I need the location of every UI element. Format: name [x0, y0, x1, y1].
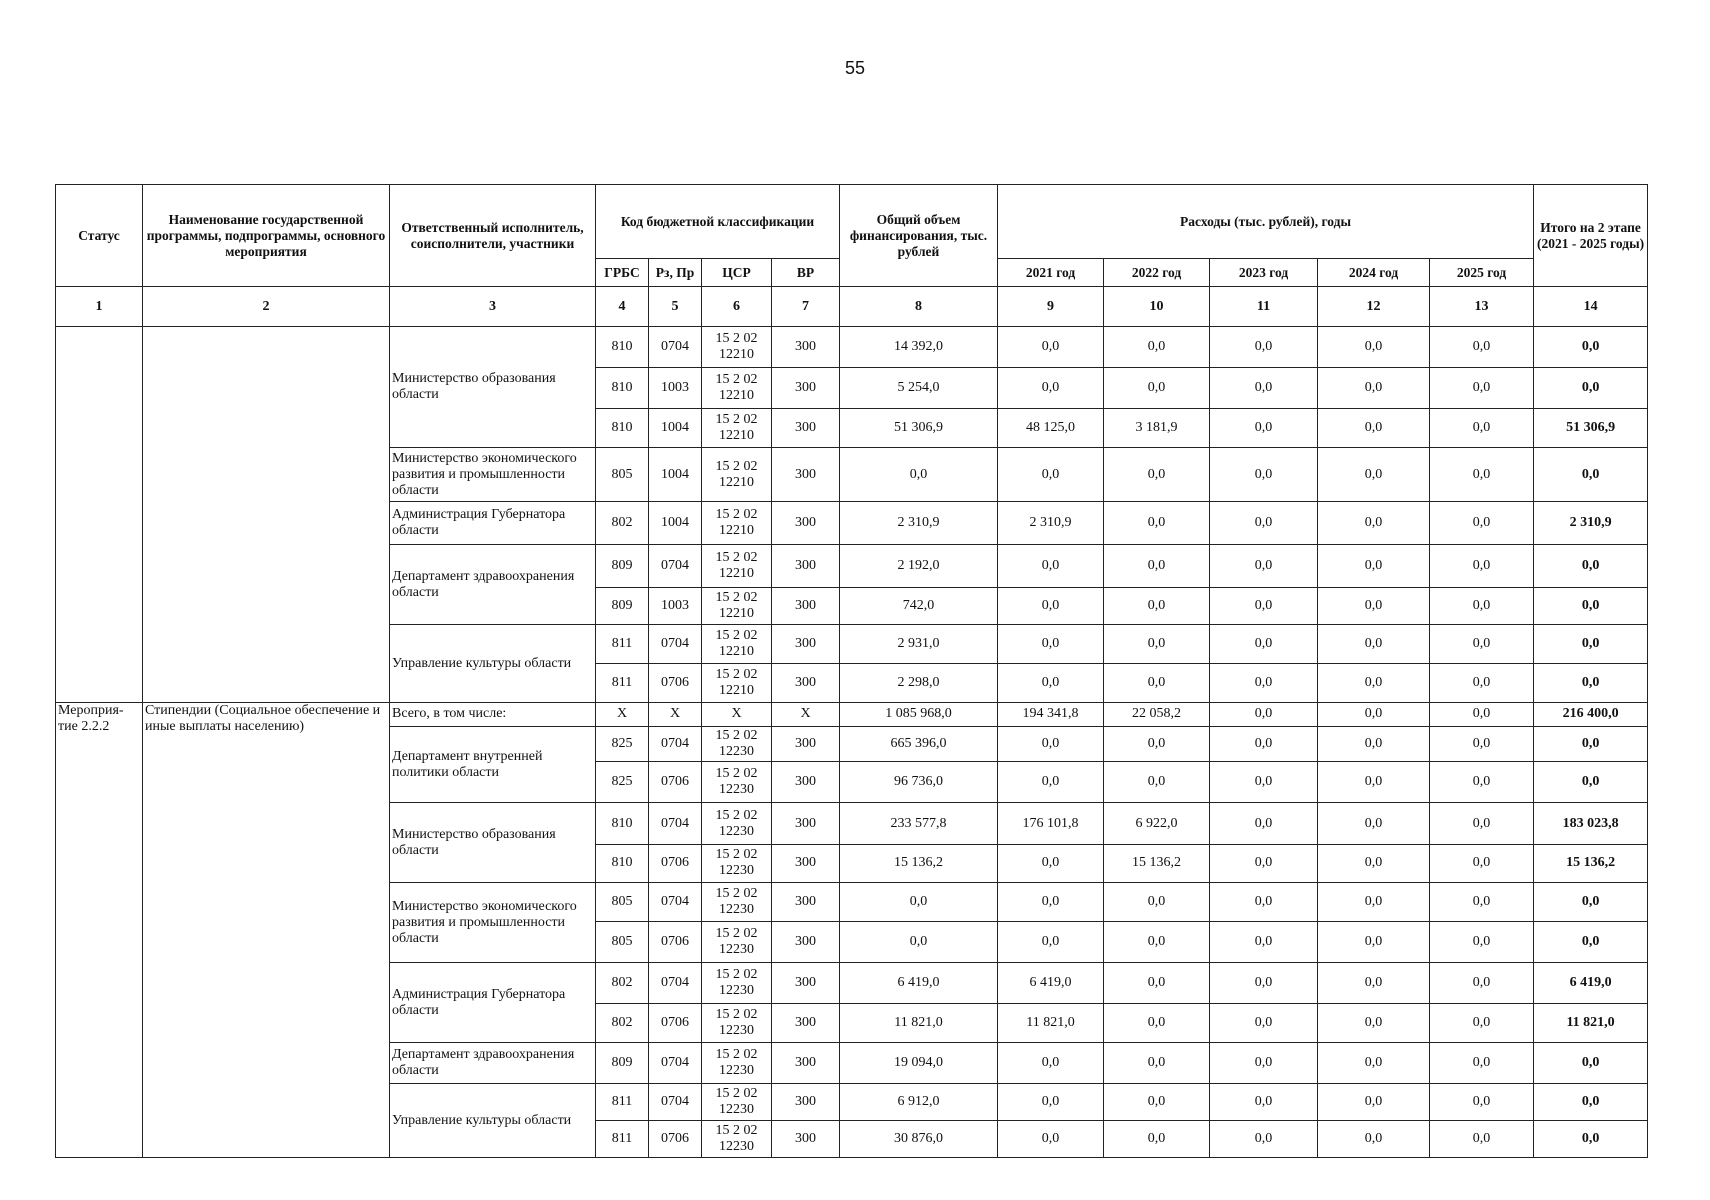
- year-2024-cell: 0,0: [1318, 545, 1430, 588]
- executor-cell: Администрация Губернатора области: [390, 502, 596, 545]
- vr-cell: 300: [772, 368, 840, 409]
- vr-cell: 300: [772, 762, 840, 803]
- year-2024-cell: 0,0: [1318, 883, 1430, 922]
- csr-cell: 15 2 02 12230: [702, 1084, 772, 1121]
- year-2022-cell: 0,0: [1104, 327, 1210, 368]
- rzpr-cell: 1003: [649, 588, 702, 625]
- executor-cell: Министерство экономического развития и промышленности области: [390, 883, 596, 963]
- header-expenses: Расходы (тыс. рублей), годы: [998, 185, 1534, 259]
- stage-total-cell: 6 419,0: [1534, 963, 1648, 1004]
- csr-cell: 15 2 02 12230: [702, 963, 772, 1004]
- year-2023-cell: 0,0: [1210, 448, 1318, 502]
- grbs-cell: 810: [596, 368, 649, 409]
- total-cell: 6 419,0: [840, 963, 998, 1004]
- rzpr-cell: 0704: [649, 883, 702, 922]
- year-2022-cell: 0,0: [1104, 1043, 1210, 1084]
- rzpr-cell: 1004: [649, 502, 702, 545]
- vr-cell: 300: [772, 1043, 840, 1084]
- grbs-cell: 811: [596, 664, 649, 703]
- grbs-cell: 809: [596, 1043, 649, 1084]
- table-row: [56, 327, 1648, 368]
- year-2022-cell: 0,0: [1104, 963, 1210, 1004]
- column-number: 12: [1318, 287, 1430, 327]
- column-number: 5: [649, 287, 702, 327]
- year-2023-cell: 0,0: [1210, 726, 1318, 762]
- header-name: Наименование государственной программы, подпрограммы, основного мероприятия: [143, 185, 390, 287]
- total-cell: 0,0: [840, 883, 998, 922]
- grbs-cell: 810: [596, 803, 649, 844]
- year-2021-cell: 0,0: [998, 448, 1104, 502]
- executor-cell: Администрация Губернатора области: [390, 963, 596, 1043]
- status-cell: [56, 327, 143, 703]
- header-status: Статус: [56, 185, 143, 287]
- rzpr-cell: 0704: [649, 1043, 702, 1084]
- year-2022-cell: 0,0: [1104, 664, 1210, 703]
- year-2021-cell: 0,0: [998, 327, 1104, 368]
- year-2025-cell: 0,0: [1430, 1004, 1534, 1043]
- year-2021-cell: 0,0: [998, 883, 1104, 922]
- year-2024-cell: 0,0: [1318, 1004, 1430, 1043]
- grbs-cell: 811: [596, 1121, 649, 1158]
- csr-cell: 15 2 02 12230: [702, 762, 772, 803]
- csr-cell: 15 2 02 12210: [702, 664, 772, 703]
- year-2025-cell: 0,0: [1430, 922, 1534, 963]
- total-cell: 14 392,0: [840, 327, 998, 368]
- csr-cell: 15 2 02 12230: [702, 1121, 772, 1158]
- vr-cell: 300: [772, 803, 840, 844]
- year-2023-cell: 0,0: [1210, 1004, 1318, 1043]
- total-cell: 6 912,0: [840, 1084, 998, 1121]
- year-2023-cell: 0,0: [1210, 963, 1318, 1004]
- rzpr-cell: 0706: [649, 844, 702, 883]
- rzpr-cell: 0704: [649, 1084, 702, 1121]
- stage-total-cell: 0,0: [1534, 368, 1648, 409]
- table-body: [56, 327, 1648, 1158]
- year-2025-cell: 0,0: [1430, 664, 1534, 703]
- stage-total-cell: 0,0: [1534, 1043, 1648, 1084]
- year-2021-cell: 11 821,0: [998, 1004, 1104, 1043]
- csr-cell: 15 2 02 12210: [702, 409, 772, 448]
- grbs-cell: 810: [596, 409, 649, 448]
- year-2022-cell: 0,0: [1104, 502, 1210, 545]
- rzpr-cell: 1004: [649, 448, 702, 502]
- grbs-cell: 802: [596, 502, 649, 545]
- csr-cell: 15 2 02 12230: [702, 803, 772, 844]
- year-2021-cell: 6 419,0: [998, 963, 1104, 1004]
- stage-total-cell: 0,0: [1534, 1084, 1648, 1121]
- grbs-cell: 805: [596, 448, 649, 502]
- year-2021-cell: 0,0: [998, 625, 1104, 664]
- rzpr-cell: 0704: [649, 963, 702, 1004]
- grbs-cell: X: [596, 702, 649, 726]
- vr-cell: 300: [772, 963, 840, 1004]
- year-2021-cell: 0,0: [998, 1084, 1104, 1121]
- column-number: 14: [1534, 287, 1648, 327]
- rzpr-cell: 0706: [649, 1121, 702, 1158]
- stage-total-cell: 11 821,0: [1534, 1004, 1648, 1043]
- budget-table: [55, 184, 1648, 1158]
- year-2023-cell: 0,0: [1210, 762, 1318, 803]
- total-cell: 2 931,0: [840, 625, 998, 664]
- year-2024-cell: 0,0: [1318, 327, 1430, 368]
- year-2024-cell: 0,0: [1318, 963, 1430, 1004]
- grbs-cell: 811: [596, 1084, 649, 1121]
- vr-cell: 300: [772, 588, 840, 625]
- column-number: 10: [1104, 287, 1210, 327]
- column-number: 6: [702, 287, 772, 327]
- csr-cell: 15 2 02 12210: [702, 327, 772, 368]
- vr-cell: 300: [772, 409, 840, 448]
- stage-total-cell: 0,0: [1534, 762, 1648, 803]
- vr-cell: X: [772, 702, 840, 726]
- header-csr: ЦСР: [702, 259, 772, 287]
- year-2022-cell: 0,0: [1104, 922, 1210, 963]
- year-2022-cell: 0,0: [1104, 545, 1210, 588]
- year-2023-cell: 0,0: [1210, 588, 1318, 625]
- year-2024-cell: 0,0: [1318, 1043, 1430, 1084]
- year-2023-cell: 0,0: [1210, 1084, 1318, 1121]
- year-2024-cell: 0,0: [1318, 409, 1430, 448]
- csr-cell: 15 2 02 12210: [702, 625, 772, 664]
- column-number: 8: [840, 287, 998, 327]
- year-2025-cell: 0,0: [1430, 844, 1534, 883]
- rzpr-cell: 0704: [649, 625, 702, 664]
- executor-cell: Министерство экономического развития и промышленности области: [390, 448, 596, 502]
- total-cell: 15 136,2: [840, 844, 998, 883]
- stage-total-cell: 183 023,8: [1534, 803, 1648, 844]
- rzpr-cell: 0706: [649, 762, 702, 803]
- year-2023-cell: 0,0: [1210, 803, 1318, 844]
- page-number: 55: [844, 58, 866, 78]
- year-2023-cell: 0,0: [1210, 502, 1318, 545]
- year-2023-cell: 0,0: [1210, 1043, 1318, 1084]
- total-cell: 19 094,0: [840, 1043, 998, 1084]
- rzpr-cell: 0706: [649, 664, 702, 703]
- year-2024-cell: 0,0: [1318, 502, 1430, 545]
- year-2025-cell: 0,0: [1430, 883, 1534, 922]
- year-2024-cell: 0,0: [1318, 664, 1430, 703]
- year-2021-cell: 0,0: [998, 922, 1104, 963]
- executor-cell: Департамент здравоохранения области: [390, 545, 596, 625]
- total-cell: 1 085 968,0: [840, 702, 998, 726]
- stage-total-cell: 0,0: [1534, 883, 1648, 922]
- year-2022-cell: 0,0: [1104, 1084, 1210, 1121]
- stage-total-cell: 0,0: [1534, 922, 1648, 963]
- year-2024-cell: 0,0: [1318, 368, 1430, 409]
- total-cell: 11 821,0: [840, 1004, 998, 1043]
- stage-total-cell: 0,0: [1534, 1121, 1648, 1158]
- year-2021-cell: 0,0: [998, 762, 1104, 803]
- header-2022: 2022 год: [1104, 259, 1210, 287]
- status-cell: Мероприя- тие 2.2.2: [56, 702, 143, 1157]
- year-2025-cell: 0,0: [1430, 545, 1534, 588]
- year-2022-cell: 0,0: [1104, 448, 1210, 502]
- year-2023-cell: 0,0: [1210, 625, 1318, 664]
- executor-cell: Департамент здравоохранения области: [390, 1043, 596, 1084]
- year-2023-cell: 0,0: [1210, 922, 1318, 963]
- year-2022-cell: 22 058,2: [1104, 702, 1210, 726]
- total-cell: 2 310,9: [840, 502, 998, 545]
- csr-cell: 15 2 02 12210: [702, 448, 772, 502]
- total-cell: 0,0: [840, 922, 998, 963]
- header-budget-code: Код бюджетной классификации: [596, 185, 840, 259]
- csr-cell: 15 2 02 12230: [702, 844, 772, 883]
- vr-cell: 300: [772, 726, 840, 762]
- year-2023-cell: 0,0: [1210, 368, 1318, 409]
- grbs-cell: 809: [596, 588, 649, 625]
- year-2021-cell: 0,0: [998, 844, 1104, 883]
- vr-cell: 300: [772, 844, 840, 883]
- header-stage-total: Итого на 2 этапе (2021 - 2025 годы): [1534, 185, 1648, 287]
- year-2022-cell: 0,0: [1104, 1121, 1210, 1158]
- grbs-cell: 811: [596, 625, 649, 664]
- year-2021-cell: 0,0: [998, 1043, 1104, 1084]
- year-2025-cell: 0,0: [1430, 588, 1534, 625]
- vr-cell: 300: [772, 1121, 840, 1158]
- year-2023-cell: 0,0: [1210, 327, 1318, 368]
- csr-cell: 15 2 02 12210: [702, 368, 772, 409]
- year-2025-cell: 0,0: [1430, 803, 1534, 844]
- csr-cell: 15 2 02 12210: [702, 502, 772, 545]
- csr-cell: 15 2 02 12230: [702, 1004, 772, 1043]
- total-cell: 30 876,0: [840, 1121, 998, 1158]
- header-rzpr: Рз, Пр: [649, 259, 702, 287]
- rzpr-cell: 1004: [649, 409, 702, 448]
- grbs-cell: 802: [596, 1004, 649, 1043]
- year-2025-cell: 0,0: [1430, 726, 1534, 762]
- grbs-cell: 802: [596, 963, 649, 1004]
- executor-cell: Управление культуры области: [390, 1084, 596, 1158]
- year-2025-cell: 0,0: [1430, 327, 1534, 368]
- total-cell: 2 192,0: [840, 545, 998, 588]
- year-2024-cell: 0,0: [1318, 1084, 1430, 1121]
- year-2022-cell: 0,0: [1104, 883, 1210, 922]
- header-grbs: ГРБС: [596, 259, 649, 287]
- year-2025-cell: 0,0: [1430, 1084, 1534, 1121]
- year-2022-cell: 0,0: [1104, 625, 1210, 664]
- year-2025-cell: 0,0: [1430, 625, 1534, 664]
- year-2024-cell: 0,0: [1318, 922, 1430, 963]
- grbs-cell: 805: [596, 883, 649, 922]
- year-2021-cell: 0,0: [998, 1121, 1104, 1158]
- csr-cell: 15 2 02 12210: [702, 545, 772, 588]
- year-2024-cell: 0,0: [1318, 702, 1430, 726]
- year-2025-cell: 0,0: [1430, 762, 1534, 803]
- name-cell: Стипендии (Социальное обеспечение и иные выплаты населению): [143, 702, 390, 1157]
- year-2021-cell: 176 101,8: [998, 803, 1104, 844]
- vr-cell: 300: [772, 1004, 840, 1043]
- year-2025-cell: 0,0: [1430, 409, 1534, 448]
- header-total: Общий объем финансирования, тыс. рублей: [840, 185, 998, 287]
- year-2023-cell: 0,0: [1210, 702, 1318, 726]
- executor-cell: Министерство образования области: [390, 803, 596, 883]
- header-executor: Ответственный исполнитель, соисполнители, участники: [390, 185, 596, 287]
- stage-total-cell: 0,0: [1534, 625, 1648, 664]
- year-2024-cell: 0,0: [1318, 588, 1430, 625]
- year-2023-cell: 0,0: [1210, 1121, 1318, 1158]
- rzpr-cell: 0704: [649, 327, 702, 368]
- year-2025-cell: 0,0: [1430, 1121, 1534, 1158]
- stage-total-cell: 216 400,0: [1534, 702, 1648, 726]
- year-2023-cell: 0,0: [1210, 883, 1318, 922]
- year-2021-cell: 0,0: [998, 368, 1104, 409]
- year-2022-cell: 6 922,0: [1104, 803, 1210, 844]
- year-2025-cell: 0,0: [1430, 702, 1534, 726]
- vr-cell: 300: [772, 545, 840, 588]
- column-number: 4: [596, 287, 649, 327]
- csr-cell: 15 2 02 12230: [702, 1043, 772, 1084]
- year-2024-cell: 0,0: [1318, 803, 1430, 844]
- total-cell: 665 396,0: [840, 726, 998, 762]
- total-cell: 2 298,0: [840, 664, 998, 703]
- grbs-cell: 810: [596, 327, 649, 368]
- year-2024-cell: 0,0: [1318, 844, 1430, 883]
- year-2021-cell: 0,0: [998, 588, 1104, 625]
- year-2025-cell: 0,0: [1430, 448, 1534, 502]
- stage-total-cell: 0,0: [1534, 448, 1648, 502]
- stage-total-cell: 0,0: [1534, 545, 1648, 588]
- year-2024-cell: 0,0: [1318, 726, 1430, 762]
- header-2023: 2023 год: [1210, 259, 1318, 287]
- executor-cell: Департамент внутренней политики области: [390, 726, 596, 803]
- stage-total-cell: 0,0: [1534, 726, 1648, 762]
- total-cell: 5 254,0: [840, 368, 998, 409]
- year-2022-cell: 0,0: [1104, 368, 1210, 409]
- header-2021: 2021 год: [998, 259, 1104, 287]
- year-2021-cell: 48 125,0: [998, 409, 1104, 448]
- year-2025-cell: 0,0: [1430, 963, 1534, 1004]
- total-cell: 0,0: [840, 448, 998, 502]
- column-number: 7: [772, 287, 840, 327]
- csr-cell: 15 2 02 12230: [702, 726, 772, 762]
- grbs-cell: 805: [596, 922, 649, 963]
- column-number: 1: [56, 287, 143, 327]
- year-2023-cell: 0,0: [1210, 545, 1318, 588]
- column-number: 2: [143, 287, 390, 327]
- total-cell: 233 577,8: [840, 803, 998, 844]
- year-2021-cell: 194 341,8: [998, 702, 1104, 726]
- vr-cell: 300: [772, 883, 840, 922]
- executor-cell: Всего, в том числе:: [390, 702, 596, 726]
- vr-cell: 300: [772, 664, 840, 703]
- year-2023-cell: 0,0: [1210, 844, 1318, 883]
- year-2024-cell: 0,0: [1318, 625, 1430, 664]
- column-number: 11: [1210, 287, 1318, 327]
- year-2022-cell: 0,0: [1104, 762, 1210, 803]
- header-2025: 2025 год: [1430, 259, 1534, 287]
- vr-cell: 300: [772, 922, 840, 963]
- year-2024-cell: 0,0: [1318, 762, 1430, 803]
- column-number: 3: [390, 287, 596, 327]
- year-2023-cell: 0,0: [1210, 409, 1318, 448]
- vr-cell: 300: [772, 1084, 840, 1121]
- rzpr-cell: 0706: [649, 1004, 702, 1043]
- year-2024-cell: 0,0: [1318, 448, 1430, 502]
- stage-total-cell: 0,0: [1534, 664, 1648, 703]
- grbs-cell: 825: [596, 726, 649, 762]
- year-2022-cell: 3 181,9: [1104, 409, 1210, 448]
- vr-cell: 300: [772, 448, 840, 502]
- rzpr-cell: 0706: [649, 922, 702, 963]
- year-2021-cell: 0,0: [998, 726, 1104, 762]
- year-2025-cell: 0,0: [1430, 502, 1534, 545]
- csr-cell: 15 2 02 12230: [702, 883, 772, 922]
- rzpr-cell: X: [649, 702, 702, 726]
- year-2024-cell: 0,0: [1318, 1121, 1430, 1158]
- stage-total-cell: 0,0: [1534, 327, 1648, 368]
- executor-cell: Управление культуры области: [390, 625, 596, 703]
- stage-total-cell: 51 306,9: [1534, 409, 1648, 448]
- header-2024: 2024 год: [1318, 259, 1430, 287]
- csr-cell: 15 2 02 12210: [702, 588, 772, 625]
- column-number: 13: [1430, 287, 1534, 327]
- header-vr: ВР: [772, 259, 840, 287]
- year-2021-cell: 2 310,9: [998, 502, 1104, 545]
- executor-cell: Министерство образования области: [390, 327, 596, 448]
- rzpr-cell: 0704: [649, 545, 702, 588]
- year-2022-cell: 0,0: [1104, 588, 1210, 625]
- rzpr-cell: 1003: [649, 368, 702, 409]
- grbs-cell: 810: [596, 844, 649, 883]
- vr-cell: 300: [772, 327, 840, 368]
- year-2023-cell: 0,0: [1210, 664, 1318, 703]
- stage-total-cell: 0,0: [1534, 588, 1648, 625]
- column-number: 9: [998, 287, 1104, 327]
- total-cell: 51 306,9: [840, 409, 998, 448]
- stage-total-cell: 15 136,2: [1534, 844, 1648, 883]
- year-2022-cell: 15 136,2: [1104, 844, 1210, 883]
- total-cell: 742,0: [840, 588, 998, 625]
- name-cell: [143, 327, 390, 703]
- grbs-cell: 825: [596, 762, 649, 803]
- stage-total-cell: 2 310,9: [1534, 502, 1648, 545]
- grbs-cell: 809: [596, 545, 649, 588]
- vr-cell: 300: [772, 625, 840, 664]
- csr-cell: X: [702, 702, 772, 726]
- year-2025-cell: 0,0: [1430, 1043, 1534, 1084]
- rzpr-cell: 0704: [649, 803, 702, 844]
- rzpr-cell: 0704: [649, 726, 702, 762]
- total-row: [56, 702, 1648, 726]
- vr-cell: 300: [772, 502, 840, 545]
- year-2025-cell: 0,0: [1430, 368, 1534, 409]
- year-2021-cell: 0,0: [998, 664, 1104, 703]
- year-2021-cell: 0,0: [998, 545, 1104, 588]
- csr-cell: 15 2 02 12230: [702, 922, 772, 963]
- total-cell: 96 736,0: [840, 762, 998, 803]
- year-2022-cell: 0,0: [1104, 726, 1210, 762]
- year-2022-cell: 0,0: [1104, 1004, 1210, 1043]
- column-number-row: [56, 287, 1648, 327]
